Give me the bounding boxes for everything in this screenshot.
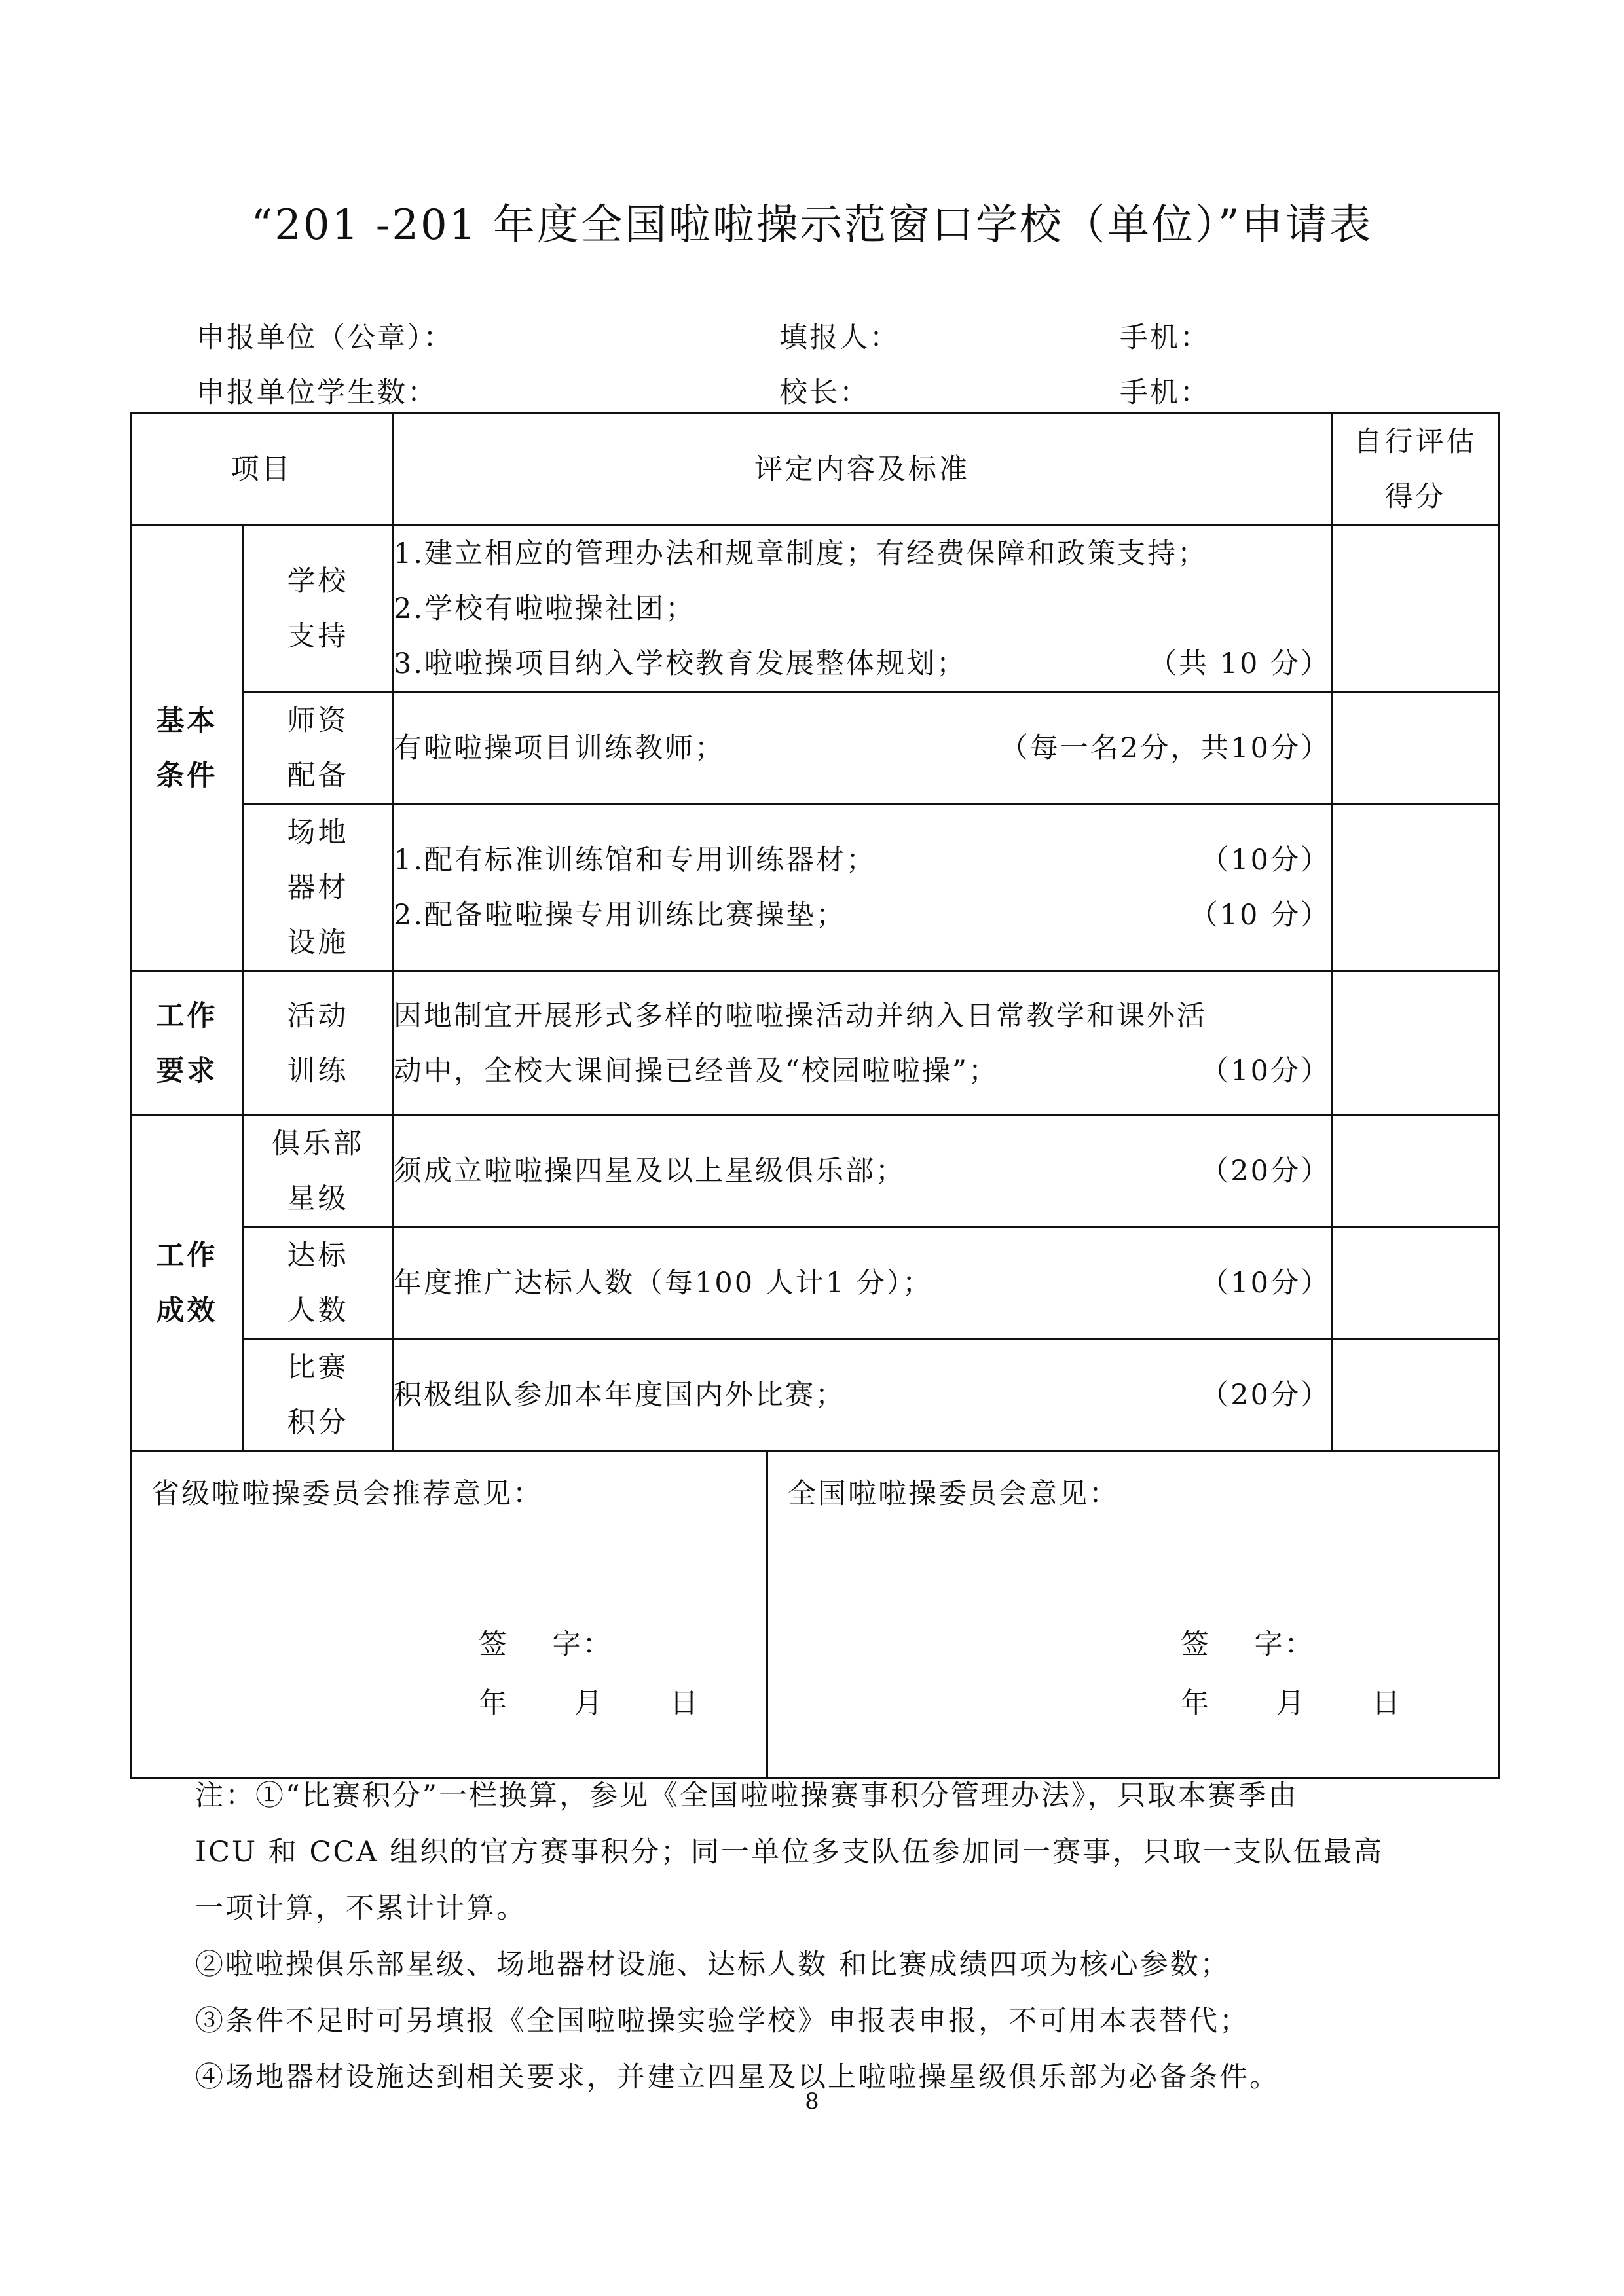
page-title: “201 -201 年度全国啦啦操示范窗口学校（单位）”申请表 xyxy=(251,201,1373,249)
group-work-req-line1: 工作 xyxy=(156,999,218,1032)
support-score: （共 10 分） xyxy=(1148,647,1331,680)
facilities-score1: （10分） xyxy=(1200,844,1331,877)
facilities-line2: 2.配备啦啦操专用训练比赛操垫； xyxy=(394,899,847,932)
standard-score: （10分） xyxy=(1200,1267,1331,1300)
note-3: ③条件不足时可另填报《全国啦啦操实验学校》申报表申报，不可用本表替代； xyxy=(195,2005,1249,2037)
students-label: 申报单位学生数： xyxy=(196,376,437,409)
header-score xyxy=(1332,414,1500,526)
content-competition xyxy=(393,1339,1332,1451)
sub-club-line2: 星级 xyxy=(287,1182,349,1215)
group-basic-line1: 基本 xyxy=(156,704,218,737)
sub-activity-line2: 训练 xyxy=(287,1054,349,1087)
group-work-eff-line2: 成效 xyxy=(156,1294,218,1327)
score-cell-support[interactable] xyxy=(1332,526,1500,693)
opinion-row xyxy=(131,1451,1500,1778)
content-support xyxy=(393,526,1332,693)
opinion-provincial-sign: 签 字： xyxy=(479,1628,613,1661)
score-cell-club[interactable] xyxy=(1332,1116,1500,1228)
table-row xyxy=(131,526,1500,693)
sub-standard-line1: 达标 xyxy=(287,1239,349,1272)
score-cell-competition[interactable] xyxy=(1332,1339,1500,1451)
application-table xyxy=(130,412,1500,1779)
note-4: ④场地器材设施达到相关要求，并建立四星及以上啦啦操星级俱乐部为必备条件。 xyxy=(195,2061,1280,2094)
support-line2: 2.学校有啦啦操社团； xyxy=(394,592,696,625)
activity-line1: 因地制宜开展形式多样的啦啦操活动并纳入日常教学和课外活 xyxy=(394,999,1207,1032)
note-1-line3: 一项计算，不累计计算。 xyxy=(195,1892,526,1925)
group-work-eff-line1: 工作 xyxy=(156,1239,218,1272)
club-score: （20分） xyxy=(1200,1155,1331,1188)
content-standard xyxy=(393,1228,1332,1339)
sub-competition-line2: 积分 xyxy=(287,1406,349,1439)
page-number: 8 xyxy=(805,2088,819,2115)
table-row xyxy=(131,805,1500,972)
opinion-national-label: 全国啦啦操委员会意见： xyxy=(788,1478,1119,1510)
note-2: ②啦啦操俱乐部星级、场地器材设施、达标人数 和比赛成绩四项为核心参数； xyxy=(195,1948,1230,1981)
score-cell-facilities[interactable] xyxy=(1332,805,1500,972)
standard-line1: 年度推广达标人数（每100 人计1 分）； xyxy=(394,1267,933,1300)
facilities-score2: （10 分） xyxy=(1189,899,1331,932)
sub-support-line2: 支持 xyxy=(287,620,349,653)
group-work-eff xyxy=(131,1116,244,1451)
sub-activity-line1: 活动 xyxy=(287,999,349,1032)
sub-teachers-line1: 师资 xyxy=(287,704,349,737)
filler-label: 填报人： xyxy=(779,321,900,354)
header-content: 评定内容及标准 xyxy=(393,414,1332,526)
sub-facilities-line2: 器材 xyxy=(287,871,349,904)
sub-facilities xyxy=(244,805,393,972)
header-score-line2: 得分 xyxy=(1384,481,1447,513)
opinion-national[interactable] xyxy=(767,1451,1500,1778)
phone-label-2: 手机： xyxy=(1120,376,1210,409)
content-club xyxy=(393,1116,1332,1228)
principal-label: 校长： xyxy=(779,376,870,409)
sub-club xyxy=(244,1116,393,1228)
facilities-line1: 1.配有标准训练馆和专用训练器材； xyxy=(394,844,877,877)
teachers-line1: 有啦啦操项目训练教师； xyxy=(394,732,725,765)
score-cell-standard[interactable] xyxy=(1332,1228,1500,1339)
opinion-provincial[interactable] xyxy=(131,1451,767,1778)
notes xyxy=(130,1768,1498,2105)
table-row xyxy=(131,1339,1500,1451)
opinion-national-date: 年 月 日 xyxy=(1181,1687,1403,1720)
sub-support-line1: 学校 xyxy=(287,565,349,598)
opinion-national-sign: 签 字： xyxy=(1181,1628,1315,1661)
sub-teachers xyxy=(244,693,393,805)
phone-label-1: 手机： xyxy=(1120,321,1210,354)
sub-activity xyxy=(244,972,393,1116)
sub-competition xyxy=(244,1339,393,1451)
sub-competition-line1: 比赛 xyxy=(287,1351,349,1384)
support-line3: 3.啦啦操项目纳入学校教育发展整体规划； xyxy=(394,647,967,680)
header-item: 项目 xyxy=(131,414,393,526)
sub-facilities-line3: 设施 xyxy=(287,926,349,959)
table-row xyxy=(131,1116,1500,1228)
table-row xyxy=(131,1228,1500,1339)
score-cell-activity[interactable] xyxy=(1332,972,1500,1116)
group-work-req-line2: 要求 xyxy=(156,1054,218,1087)
content-facilities xyxy=(393,805,1332,972)
opinion-provincial-label: 省级啦啦操委员会推荐意见： xyxy=(151,1478,543,1510)
competition-line1: 积极组队参加本年度国内外比赛； xyxy=(394,1379,845,1412)
sub-club-line1: 俱乐部 xyxy=(272,1127,364,1160)
competition-score: （20分） xyxy=(1200,1379,1331,1412)
activity-line2: 动中，全校大课间操已经普及“校园啦啦操”； xyxy=(394,1054,999,1087)
teachers-score: （每一名2分，共10分） xyxy=(999,732,1331,765)
group-work-req xyxy=(131,972,244,1116)
table-row xyxy=(131,693,1500,805)
content-teachers xyxy=(393,693,1332,805)
activity-score: （10分） xyxy=(1200,1054,1331,1087)
opinion-provincial-date: 年 月 日 xyxy=(479,1687,701,1720)
note-1-line1: 注：①“比赛积分”一栏换算，参见《全国啦啦操赛事积分管理办法》，只取本赛季由 xyxy=(195,1779,1299,1812)
sub-support xyxy=(244,526,393,693)
support-line1: 1.建立相应的管理办法和规章制度；有经费保障和政策支持； xyxy=(394,538,1208,570)
header-score-line1: 自行评估 xyxy=(1354,426,1477,458)
sub-standard xyxy=(244,1228,393,1339)
note-1-line2: ICU 和 CCA 组织的官方赛事积分；同一单位多支队伍参加同一赛事，只取一支队伍最高 xyxy=(195,1836,1384,1868)
group-basic-line2: 条件 xyxy=(156,759,218,792)
sub-facilities-line1: 场地 xyxy=(287,816,349,849)
sub-standard-line2: 人数 xyxy=(287,1294,349,1327)
sub-teachers-line2: 配备 xyxy=(287,759,349,792)
group-basic xyxy=(131,526,244,972)
table-header-row xyxy=(131,414,1500,526)
content-activity xyxy=(393,972,1332,1116)
club-line1: 须成立啦啦操四星及以上星级俱乐部； xyxy=(394,1155,906,1188)
score-cell-teachers[interactable] xyxy=(1332,693,1500,805)
table-row xyxy=(131,972,1500,1116)
unit-label: 申报单位（公章）： xyxy=(196,321,454,354)
